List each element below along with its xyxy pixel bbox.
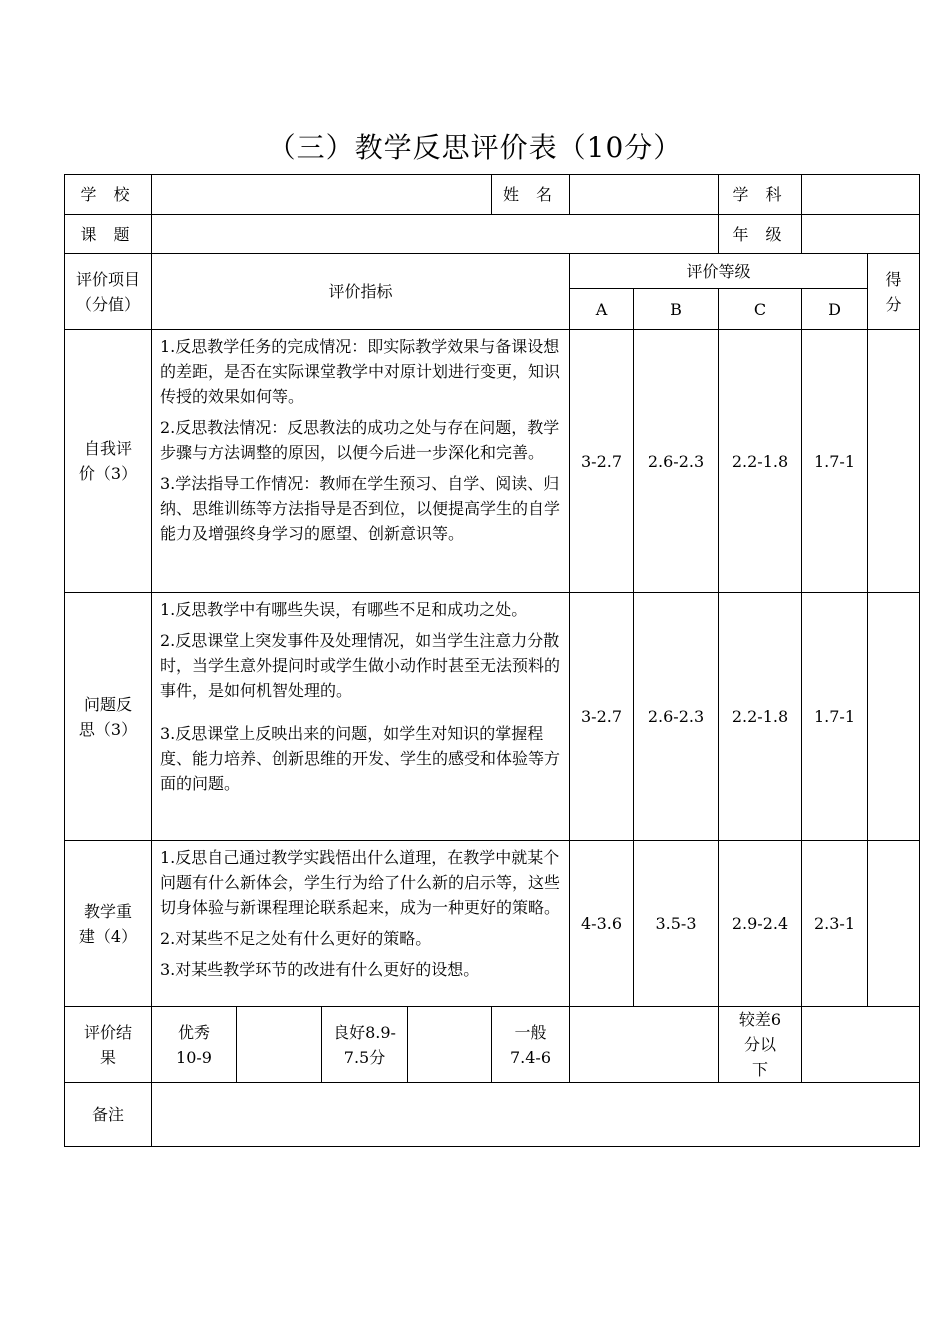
indicator-text: 3.学法指导工作情况：教师在学生预习、自学、阅读、归纳、思维训练等方法指导是否到位，以便提高学生的自学能力及增强终身学习的愿望、创新意识等。 [160, 474, 561, 543]
row-self-evaluation [65, 330, 920, 593]
remarks-field[interactable] [152, 1083, 920, 1147]
header-row-2 [65, 215, 920, 254]
result-good-field[interactable] [408, 1007, 492, 1083]
indicator-column-header: 评价指标 [152, 254, 570, 330]
indicator-text: 2.对某些不足之处有什么更好的策略。 [160, 929, 432, 948]
grade-a-range: 4-3.6 [570, 841, 634, 1007]
grade-level-label: 年 级 [719, 215, 802, 254]
school-label: 学 校 [65, 175, 152, 215]
level-a-header: A [570, 289, 634, 330]
grade-c-range: 2.2-1.8 [719, 330, 802, 593]
grade-c-range: 2.2-1.8 [719, 593, 802, 841]
page-title: （三）教学反思评价表（10分） [267, 131, 683, 164]
name-field[interactable] [570, 175, 719, 215]
result-average: 一般7.4-6 [492, 1007, 570, 1083]
grade-b-range: 2.6-2.3 [634, 593, 719, 841]
grade-a-range: 3-2.7 [570, 593, 634, 841]
indicator-list [152, 841, 570, 1007]
level-c-header: C [719, 289, 802, 330]
topic-field[interactable] [152, 215, 719, 254]
indicator-text: 2.反思课堂上突发事件及处理情况，如当学生注意力分散时，当学生意外提问时或学生做小动作时甚至无法预料的事件，是如何机智处理的。 [160, 631, 561, 700]
column-header-row [65, 254, 920, 289]
levels-column-header: 评价等级 [570, 254, 868, 289]
remarks-label: 备注 [65, 1083, 152, 1147]
result-excellent-field[interactable] [237, 1007, 322, 1083]
score-field[interactable] [868, 841, 920, 1007]
header-row-1 [65, 175, 920, 215]
result-label: 评价结果 [65, 1007, 152, 1083]
school-field[interactable] [152, 175, 492, 215]
result-poor: 较差6分以下 [719, 1007, 802, 1083]
grade-c-range: 2.9-2.4 [719, 841, 802, 1007]
remarks-row [65, 1083, 920, 1147]
row-problem-reflection [65, 593, 920, 841]
name-label: 姓 名 [492, 175, 570, 215]
indicator-text: 1.反思自己通过教学实践悟出什么道理，在教学中就某个问题有什么新体会，学生行为给了什么新的启示等，这些切身体验与新课程理论联系起来，成为一种更好的策略。 [160, 848, 561, 917]
score-field[interactable] [868, 330, 920, 593]
subject-label: 学 科 [719, 175, 802, 215]
indicator-text: 3.反思课堂上反映出来的问题，如学生对知识的掌握程度、能力培养、创新思维的开发、学生的感受和体验等方面的问题。 [160, 724, 561, 793]
score-column-header: 得分 [868, 254, 920, 330]
indicator-text: 2.反思教法情况：反思教法的成功之处与存在问题，教学步骤与方法调整的原因，以便今后进一步深化和完善。 [160, 418, 560, 462]
grade-b-range: 2.6-2.3 [634, 330, 719, 593]
result-good: 良好8.9-7.5分 [322, 1007, 408, 1083]
score-field[interactable] [868, 593, 920, 841]
grade-d-range: 1.7-1 [802, 330, 868, 593]
indicator-text: 1.反思教学中有哪些失误，有哪些不足和成功之处。 [160, 600, 528, 619]
grade-a-range: 3-2.7 [570, 330, 634, 593]
grade-b-range: 3.5-3 [634, 841, 719, 1007]
result-poor-field[interactable] [802, 1007, 920, 1083]
row-item-label: 自我评价（3） [65, 330, 152, 593]
level-d-header: D [802, 289, 868, 330]
result-row [65, 1007, 920, 1083]
result-excellent: 优秀10-9 [152, 1007, 237, 1083]
grade-level-field[interactable] [802, 215, 920, 254]
subject-field[interactable] [802, 175, 920, 215]
result-average-field[interactable] [570, 1007, 719, 1083]
topic-label: 课 题 [65, 215, 152, 254]
row-teaching-reconstruction [65, 841, 920, 1007]
grade-d-range: 1.7-1 [802, 593, 868, 841]
grade-d-range: 2.3-1 [802, 841, 868, 1007]
indicator-text: 3.对某些教学环节的改进有什么更好的设想。 [160, 960, 480, 979]
evaluation-table [64, 174, 920, 1147]
row-item-label: 问题反思（3） [65, 593, 152, 841]
indicator-list [152, 593, 570, 841]
indicator-text: 1.反思教学任务的完成情况：即实际教学效果与备课设想的差距，是否在实际课堂教学中对原计划进行变更，知识传授的效果如何等。 [160, 337, 561, 406]
level-b-header: B [634, 289, 719, 330]
item-column-header: 评价项目（分值） [65, 254, 152, 330]
indicator-list [152, 330, 570, 593]
row-item-label: 教学重建（4） [65, 841, 152, 1007]
